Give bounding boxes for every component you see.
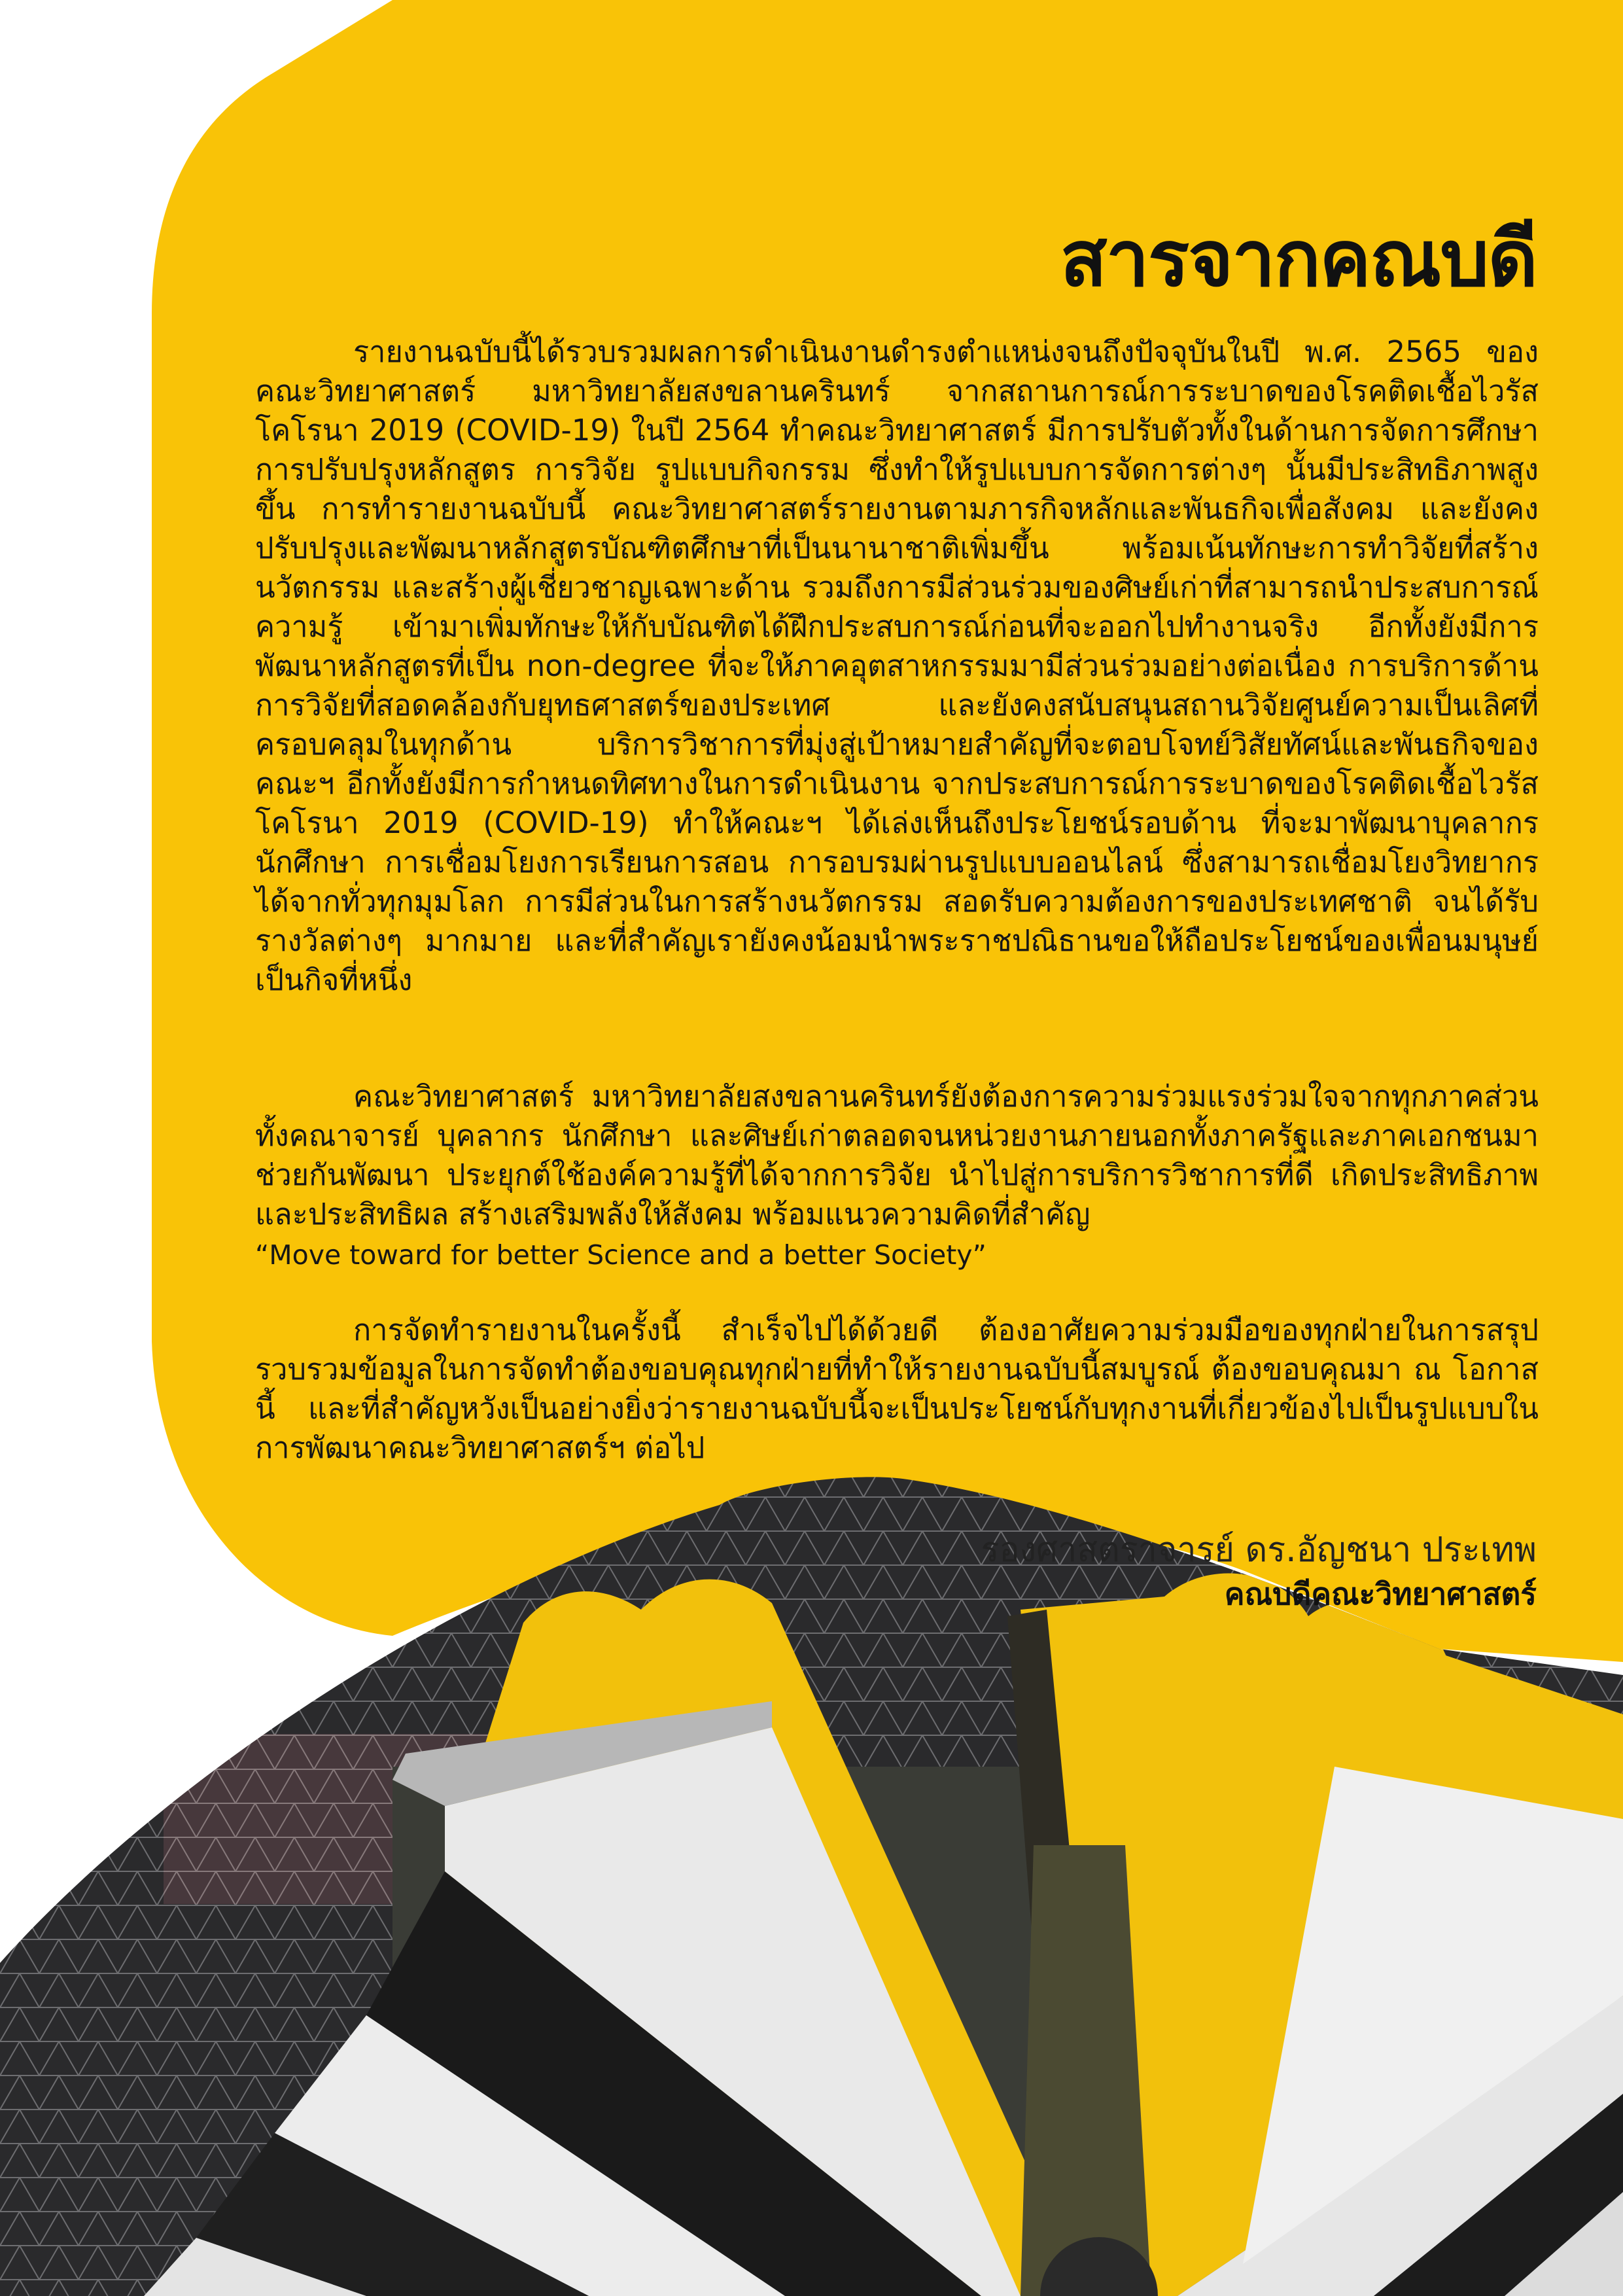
signature-role: คณบดีคณะวิทยาศาสตร์	[1224, 1576, 1537, 1612]
motto-quote: “Move toward for better Science and a better Society”	[255, 1239, 986, 1271]
paragraph-1: รายงานฉบับนี้ได้รวบรวมผลการดำเนินงานดำรงตำแหน่งจนถึงปัจจุบันในปี พ.ศ. 2565 ของคณะวิทยาศาสตร์ มหาวิทยาลัยสงขลานครินทร์ จากสถานการณ์การระบาดของโรคติดเชื้อไวรัสโคโรนา 2019 (COVID-19) ในปี 2564 ทำคณะวิทยาศาสตร์ มีการปรับตัวทั้งในด้านการจัดการศึกษา การปรับปรุงหลักสูตร การวิจัย รูปแบบกิจกรรม ซึ่งทำให้รูปแบบการจัดการต่างๆ นั้นมีประสิทธิภาพสูงขึ้น การทำรายงานฉบับนี้ คณะวิทยาศาสตร์รายงานตามภารกิจหลักและพันธกิจเพื่อสังคม และยังคงปรับปรุงและพัฒนาหลักสูตรบัณฑิตศึกษาที่เป็นนานาชาติเพิ่มขึ้น พร้อมเน้นทักษะการทำวิจัยที่สร้างนวัตกรรม และสร้างผู้เชี่ยวชาญเฉพาะด้าน รวมถึงการมีส่วนร่วมของศิษย์เก่าที่สามารถนำประสบการณ์ ความรู้ เข้ามาเพิ่มทักษะให้กับบัณฑิตได้ฝึกประสบการณ์ก่อนที่จะออกไปทำงานจริง อีกทั้งยังมีการพัฒนาหลักสูตรที่เป็น non-degree ที่จะให้ภาคอุตสาหกรรมมามีส่วนร่วมอย่างต่อเนื่อง การบริการด้านการวิจัยที่สอดคล้องกับยุทธศาสตร์ของประเทศ และยังคงสนับสนุนสถานวิจัยศูนย์ความเป็นเลิศที่ครอบคลุมในทุกด้าน บริการวิชาการที่มุ่งสู่เป้าหมายสำคัญที่จะตอบโจทย์วิสัยทัศน์และพันธกิจของคณะฯ อีกทั้งยังมีการกำหนดทิศทางในการดำเนินงาน จากประสบการณ์การระบาดของโรคติดเชื้อไวรัสโคโรนา 2019 (COVID-19) ทำให้คณะฯ ได้เล่งเห็นถึงประโยชน์รอบด้าน ที่จะมาพัฒนาบุคลากร นักศึกษา การเชื่อมโยงการเรียนการสอน การอบรมผ่านรูปแบบออนไลน์ ซึ่งสามารถเชื่อมโยงวิทยากรได้จากทั่วทุกมุมโลก การมีส่วนในการสร้างนวัตกรรม สอดรับความต้องการของประเทศชาติ จนได้รับรางวัลต่างๆ มากมาย และที่สำคัญเรายังคงน้อมนำพระราชปณิธานขอให้ถือประโยชน์ของเพื่อนมนุษย์เป็นกิจที่หนึ่ง	[255, 334, 1539, 997]
paragraph-2: คณะวิทยาศาสตร์ มหาวิทยาลัยสงขลานครินทร์ยังต้องการความร่วมแรงร่วมใจจากทุกภาคส่วน ทั้งคณาจารย์ บุคลากร นักศึกษา และศิษย์เก่าตลอดจนหน่วยงานภายนอกทั้งภาครัฐและภาคเอกชนมาช่วยกันพัฒนา ประยุกต์ใช้องค์ความรู้ที่ได้จากการวิจัย นำไปสู่การบริการวิชาการที่ดี เกิดประสิทธิภาพและประสิทธิผล สร้างเสริมพลังให้สังคม พร้อมแนวความคิดที่สำคัญ	[255, 1079, 1539, 1231]
paragraph-3: การจัดทำรายงานในครั้งนี้ สำเร็จไปได้ด้วยดี ต้องอาศัยความร่วมมือของทุกฝ่ายในการสรุปรวบรวมข้อมูลในการจัดทำต้องขอบคุณทุกฝ่ายที่ทำให้รายงานฉบับนี้สมบูรณ์ ต้องขอบคุณมา ณ โอกาสนี้ และที่สำคัญหวังเป็นอย่างยิ่งว่ารายงานฉบับนี้จะเป็นประโยชน์กับทุกงานที่เกี่ยวข้องไปเป็นรูปแบบในการพัฒนาคณะวิทยาศาสตร์ฯ ต่อไป	[255, 1313, 1539, 1465]
signature-name: รองศาสตราจารย์ ดร.อัญชนา ประเทพ	[981, 1530, 1537, 1570]
page-title: สารจากคณบดี	[1060, 213, 1537, 304]
